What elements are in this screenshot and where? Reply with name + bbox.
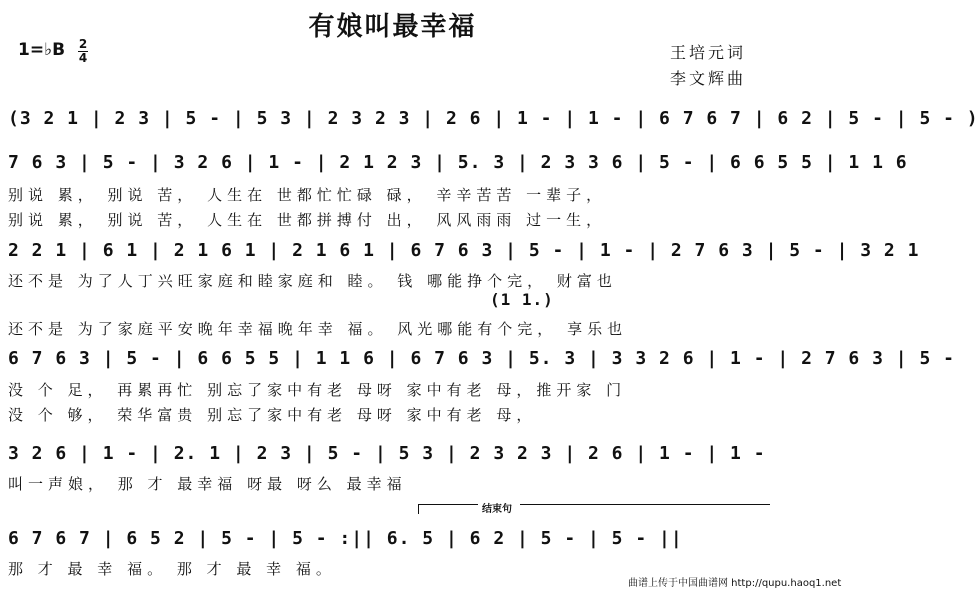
lyric-row-6: 没 个 够， 荣华富贵 别忘了家中有老 母呀 家中有老 母， <box>8 406 537 424</box>
music-row-2: 7 6 3 | 5 - | 3 2 6 | 1 - | 2 1 2 3 | 5. 3 | 2 3 3 6 | 5 - | 6 6 5 5 | 1 1 6 <box>8 152 908 173</box>
lyric-row-3: 还不是 为了人丁兴旺家庭和睦家庭和 睦。 钱 哪能挣个完， 财富也 <box>8 272 617 290</box>
music-row-3: 2 2 1 | 6 1 | 2 1 6 1 | 2 1 6 1 | 6 7 6 3 | 5 - | 1 - | 2 7 6 3 | 5 - | 3 2 1 <box>8 240 920 261</box>
time-numerator: 2 <box>78 37 88 51</box>
key-signature: 1=♭B <box>18 40 66 60</box>
time-denominator: 4 <box>78 51 88 65</box>
music-row-6: 6 7 6 7 | 6 5 2 | 5 - | 5 - :|| 6. 5 | 6 2 | 5 - | 5 - || <box>8 528 683 549</box>
composer-credit: 李文辉曲 <box>670 69 747 88</box>
ending-bracket-tick <box>418 504 419 514</box>
site-watermark: 曲谱上传于中国曲谱网 http://qupu.haoq1.net <box>628 578 842 589</box>
music-row-5: 3 2 6 | 1 - | 2. 1 | 2 3 | 5 - | 5 3 | 2 3 2 3 | 2 6 | 1 - | 1 - <box>8 443 766 464</box>
ending-marker: 结束句 <box>482 504 512 515</box>
time-signature <box>78 38 88 65</box>
lyric-row-7: 叫一声娘， 那 才 最幸福 呀最 呀么 最幸福 <box>8 475 407 493</box>
ending-line-left <box>418 504 478 505</box>
lyric-row-4: 还不是 为了家庭平安晚年幸福晚年幸 福。 风光哪能有个完， 享乐也 <box>8 320 628 338</box>
song-title: 有娘叫最幸福 <box>308 12 477 42</box>
lyric-row-8: 那 才 最 幸 福。 那 才 最 幸 福。 <box>8 560 336 578</box>
music-row-1: (3 2 1 | 2 3 | 5 - | 5 3 | 2 3 2 3 | 2 6 | 1 - | 1 - | 6 7 6 7 | 6 2 | 5 - | 5 - ) <box>8 108 979 129</box>
lyric-row-2: 别说 累， 别说 苦， 人生在 世都拼搏付 出， 风风雨雨 过一生， <box>8 211 607 229</box>
lyric-row-1: 别说 累， 别说 苦， 人生在 世都忙忙碌 碌， 辛辛苦苦 一辈子， <box>8 186 607 204</box>
alternate-note: (1 1.) <box>490 290 554 309</box>
lyricist-credit: 王培元词 <box>670 43 747 62</box>
music-row-4: 6 7 6 3 | 5 - | 6 6 5 5 | 1 1 6 | 6 7 6 3 | 5. 3 | 3 3 2 6 | 1 - | 2 7 6 3 | 5 - <box>8 348 955 369</box>
ending-line-right <box>520 504 770 505</box>
lyric-row-5: 没 个 足， 再累再忙 别忘了家中有老 母呀 家中有老 母，推开家 门 <box>8 381 627 399</box>
